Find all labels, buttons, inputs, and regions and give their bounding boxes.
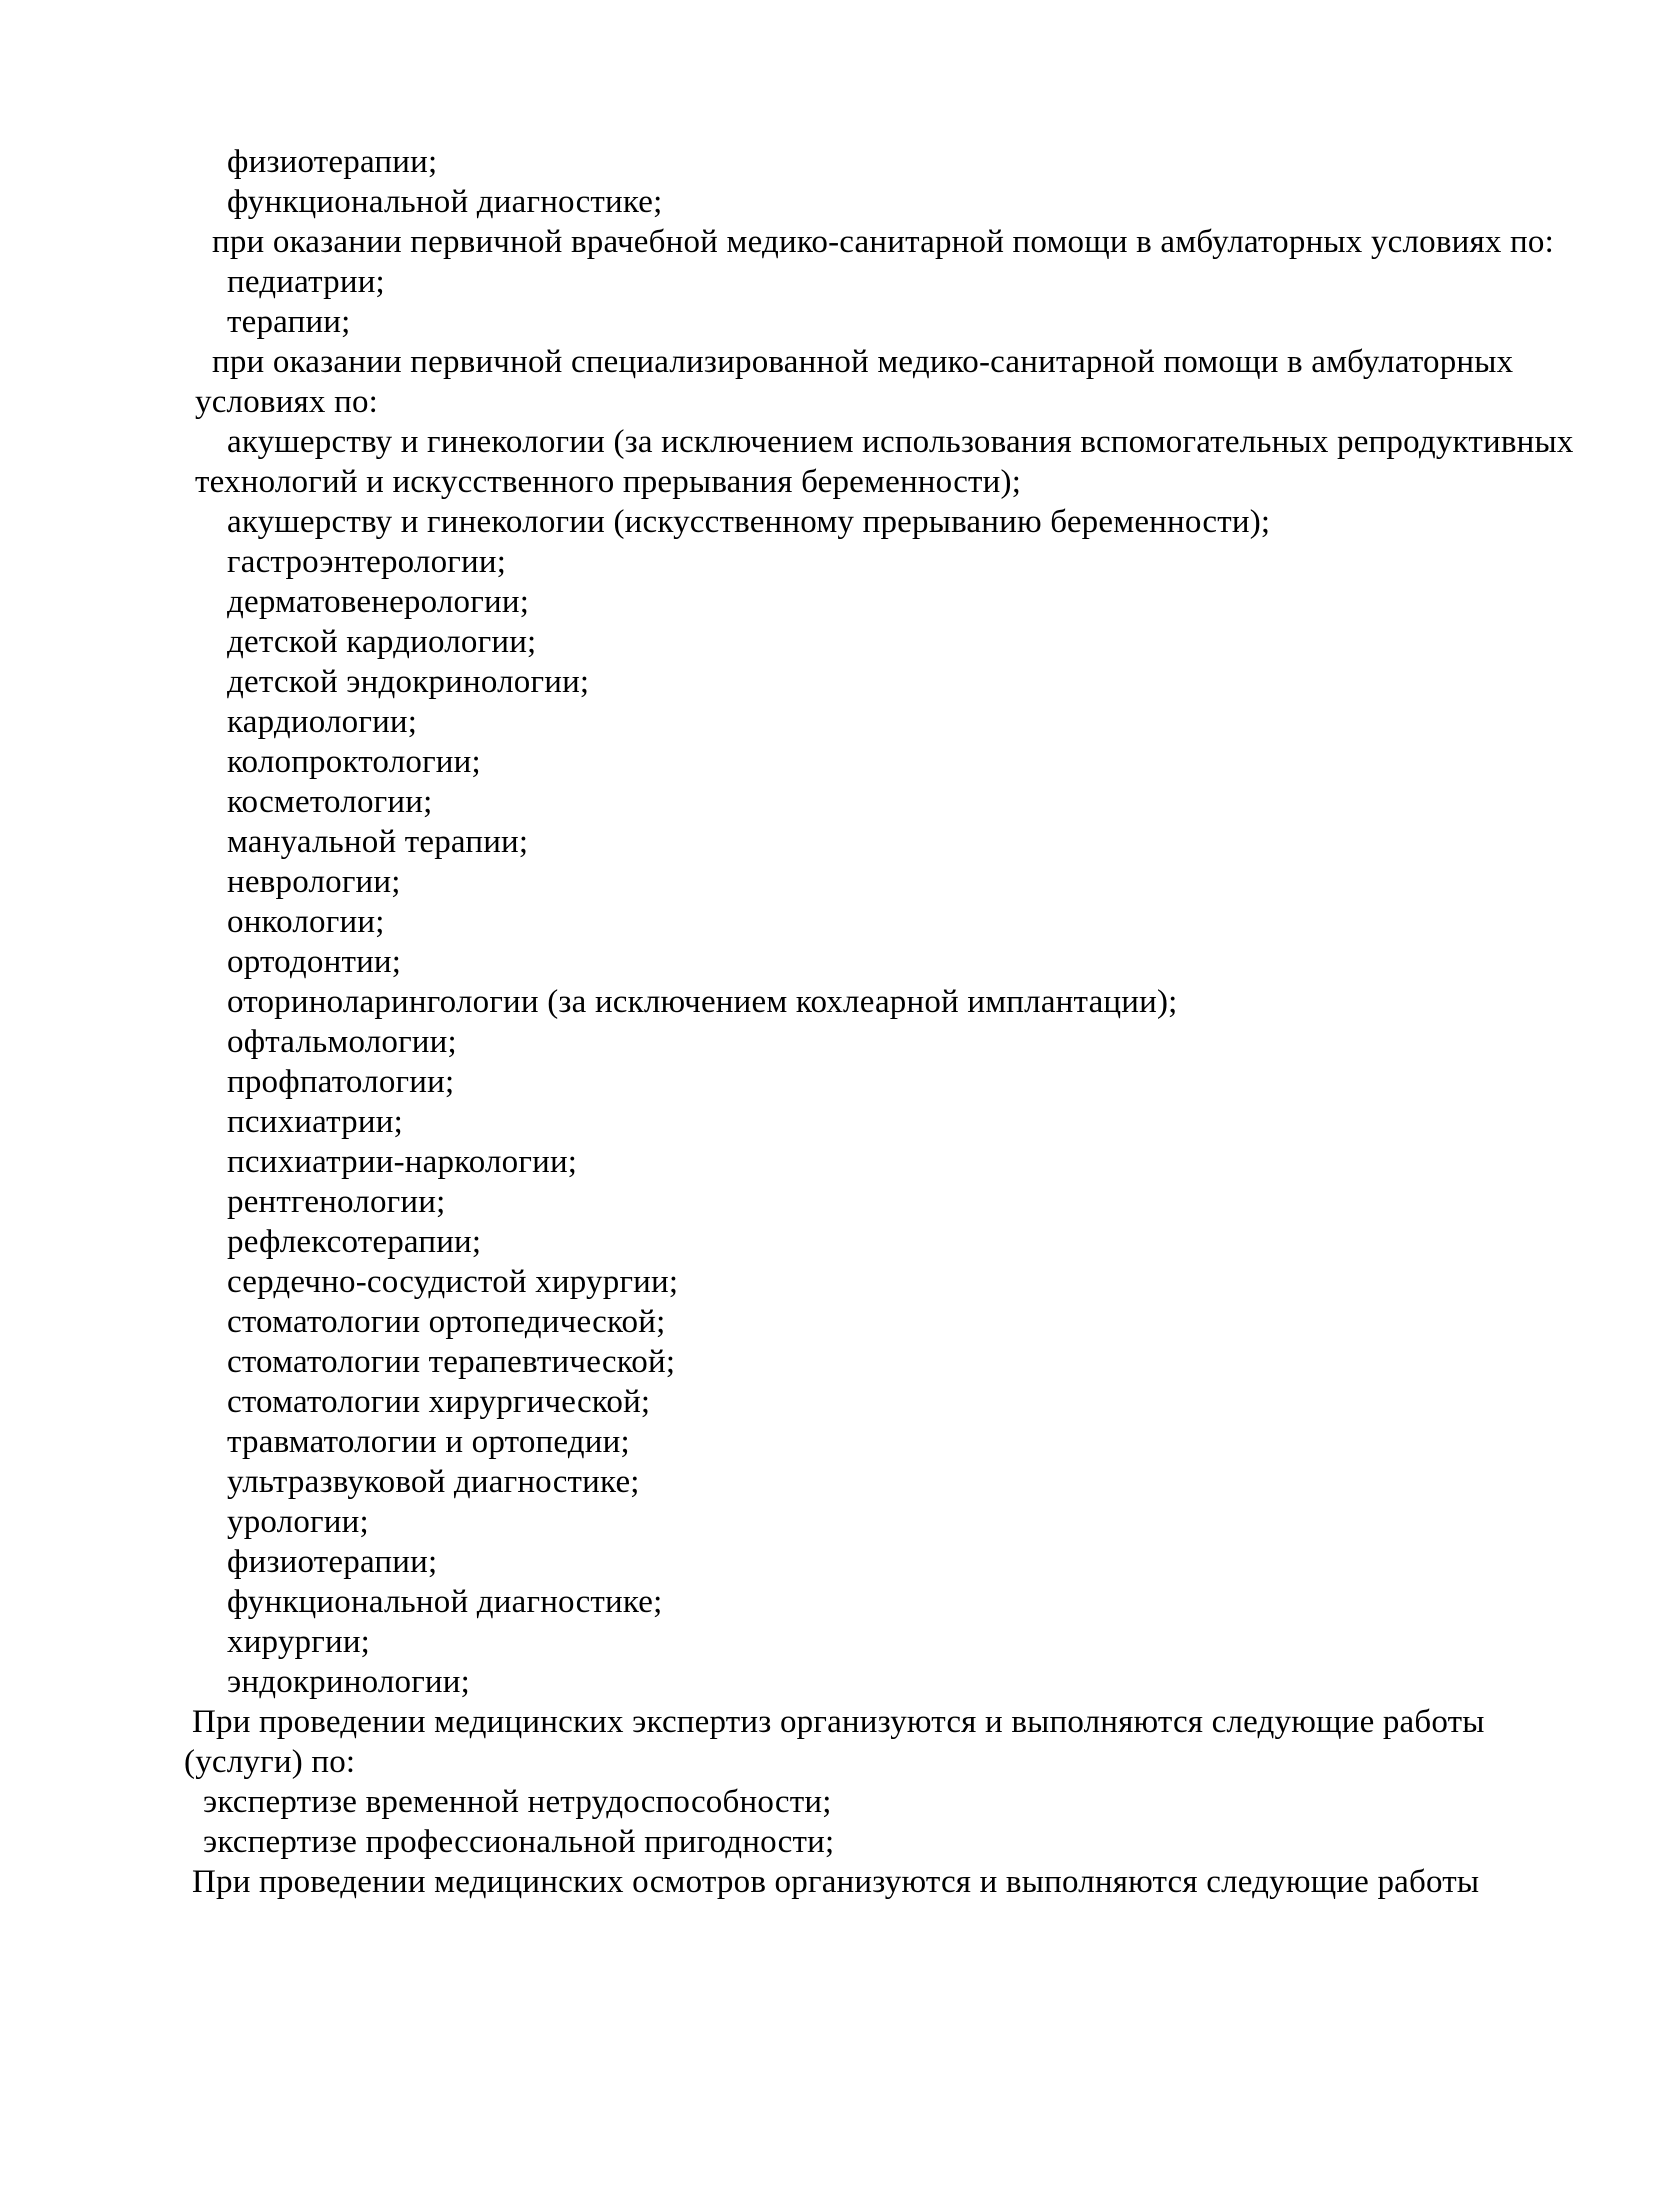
text-line: физиотерапии;	[227, 144, 438, 180]
text-line: хирургии;	[227, 1624, 371, 1660]
text-line: При проведении медицинских экспертиз организуются и выполняются следующие работы	[192, 1704, 1485, 1740]
text-line: офтальмологии;	[227, 1024, 457, 1060]
text-line: функциональной диагностике;	[227, 1584, 663, 1620]
text-line: акушерству и гинекологии (искусственному прерыванию беременности);	[227, 504, 1271, 540]
text-line: психиатрии-наркологии;	[227, 1144, 578, 1180]
text-line: детской кардиологии;	[227, 624, 537, 660]
text-line: при оказании первичной специализированной медико-санитарной помощи в амбулаторных	[212, 344, 1514, 380]
text-line: мануальной терапии;	[227, 824, 529, 860]
text-line: экспертизе временной нетрудоспособности;	[203, 1784, 832, 1820]
text-line: функциональной диагностике;	[227, 184, 663, 220]
document-text-block	[0, 142, 1653, 1902]
text-line: условиях по:	[195, 384, 379, 420]
text-line: неврологии;	[227, 864, 401, 900]
text-line: технологий и искусственного прерывания беременности);	[195, 464, 1022, 500]
text-line: при оказании первичной врачебной медико-санитарной помощи в амбулаторных условиях по:	[212, 224, 1554, 260]
text-line: экспертизе профессиональной пригодности;	[203, 1824, 835, 1860]
text-line: физиотерапии;	[227, 1544, 438, 1580]
text-line: дерматовенерологии;	[227, 584, 530, 620]
text-line: (услуги) по:	[184, 1744, 356, 1780]
text-line: педиатрии;	[227, 264, 385, 300]
text-line: травматологии и ортопедии;	[227, 1424, 630, 1460]
text-line: колопроктологии;	[227, 744, 481, 780]
text-line: профпатологии;	[227, 1064, 455, 1100]
text-line: детской эндокринологии;	[227, 664, 590, 700]
text-line: гастроэнтерологии;	[227, 544, 507, 580]
text-line: акушерству и гинекологии (за исключением использования вспомогательных репродуктивных	[227, 424, 1574, 460]
text-line: стоматологии ортопедической;	[227, 1304, 666, 1340]
text-line: терапии;	[227, 304, 351, 340]
text-line: стоматологии хирургической;	[227, 1384, 651, 1420]
text-line: ультразвуковой диагностике;	[227, 1464, 640, 1500]
text-line: онкологии;	[227, 904, 385, 940]
document-lines	[0, 142, 1653, 1902]
text-line: ортодонтии;	[227, 944, 402, 980]
text-line: урологии;	[227, 1504, 369, 1540]
text-line: кардиологии;	[227, 704, 418, 740]
text-line: При проведении медицинских осмотров организуются и выполняются следующие работы	[192, 1864, 1480, 1900]
text-line: стоматологии терапевтической;	[227, 1344, 676, 1380]
text-line: рентгенологии;	[227, 1184, 446, 1220]
text-line: психиатрии;	[227, 1104, 403, 1140]
text-line: оториноларингологии (за исключением кохлеарной имплантации);	[227, 984, 1178, 1020]
text-line: эндокринологии;	[227, 1664, 471, 1700]
text-line: сердечно-сосудистой хирургии;	[227, 1264, 679, 1300]
text-line: косметологии;	[227, 784, 433, 820]
text-line: рефлексотерапии;	[227, 1224, 482, 1260]
